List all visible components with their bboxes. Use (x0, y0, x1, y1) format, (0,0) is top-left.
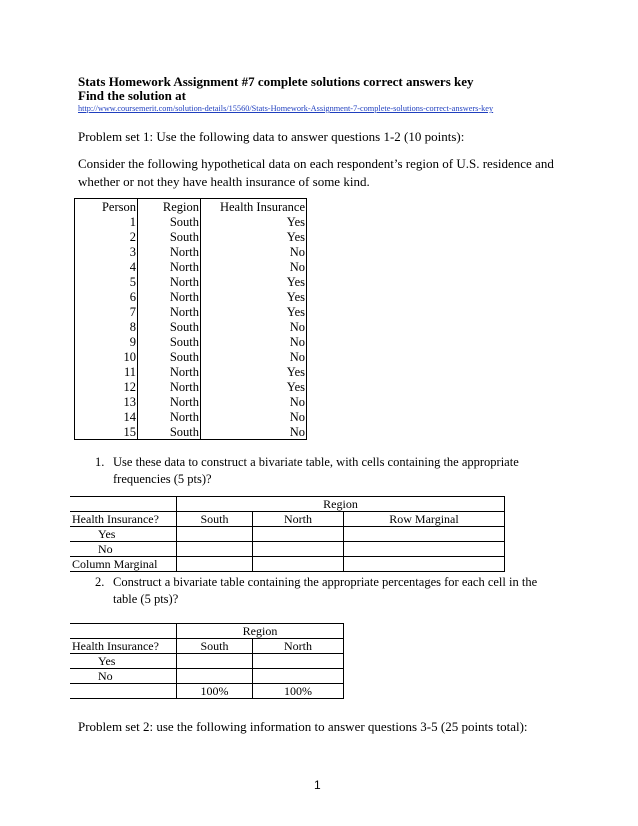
table-cell: Yes (201, 304, 307, 319)
percentage-table-corner (70, 624, 177, 639)
frequency-row-marginal-header: Row Marginal (344, 512, 505, 527)
table-cell: South (138, 334, 201, 349)
data-table-header-region: Region (138, 199, 201, 215)
table-cell: Yes (201, 289, 307, 304)
table-cell: North (138, 304, 201, 319)
percentage-cell[interactable] (177, 654, 253, 669)
percentage-cell[interactable] (177, 669, 253, 684)
question-1-line1: Use these data to construct a bivariate table, with cells containing the appropriate (113, 455, 519, 469)
table-cell: North (138, 394, 201, 409)
question-2-line1: Construct a bivariate table containing the appropriate percentages for each cell in the (113, 575, 538, 589)
table-row (75, 409, 307, 424)
percentage-region-header: Region (177, 624, 344, 639)
table-cell: Yes (201, 379, 307, 394)
document-subtitle: Find the solution at (78, 88, 186, 103)
table-cell: No (201, 349, 307, 364)
frequency-no-label: No (70, 542, 177, 557)
table-row (75, 274, 307, 289)
table-cell: North (138, 379, 201, 394)
percentage-north-total: 100% (253, 684, 344, 699)
frequency-cell[interactable] (344, 557, 505, 572)
table-row (75, 394, 307, 409)
percentage-cell[interactable] (253, 654, 344, 669)
consider-text-line2: whether or not they have health insurance of some kind. (78, 174, 370, 189)
table-cell: 12 (75, 379, 138, 394)
table-cell: South (138, 229, 201, 244)
table-cell: 8 (75, 319, 138, 334)
table-cell: Yes (201, 214, 307, 229)
table-cell: 4 (75, 259, 138, 274)
frequency-cell[interactable] (344, 542, 505, 557)
data-table-header-row (75, 199, 307, 215)
table-cell: 15 (75, 424, 138, 440)
table-cell: South (138, 319, 201, 334)
data-table-header-person: Person (75, 199, 138, 215)
table-row (75, 364, 307, 379)
document-title: Stats Homework Assignment #7 complete solutions correct answers key (78, 74, 474, 89)
question-1-number: 1. (95, 455, 105, 469)
table-row (75, 244, 307, 259)
table-cell: Yes (201, 229, 307, 244)
page-number: 1 (314, 778, 321, 792)
frequency-column-marginal-label: Column Marginal (70, 557, 177, 572)
frequency-south-header: South (177, 512, 253, 527)
table-row (75, 424, 307, 440)
table-cell: 10 (75, 349, 138, 364)
table-cell: 6 (75, 289, 138, 304)
table-cell: 14 (75, 409, 138, 424)
table-cell: No (201, 394, 307, 409)
table-cell: South (138, 424, 201, 440)
frequency-table (70, 496, 505, 572)
data-table (74, 198, 307, 440)
table-cell: North (138, 289, 201, 304)
question-1 (95, 454, 519, 488)
table-cell: South (138, 349, 201, 364)
table-row (75, 304, 307, 319)
question-1-line2: frequencies (5 pts)? (113, 472, 212, 486)
solution-link[interactable]: http://www.coursemerit.com/solution-details/15560/Stats-Homework-Assignment-7-complete-solutions-correct-answers-key (78, 104, 494, 113)
table-cell: 3 (75, 244, 138, 259)
table-row (75, 319, 307, 334)
frequency-cell[interactable] (344, 527, 505, 542)
table-cell: Yes (201, 274, 307, 289)
consider-text-line1: Consider the following hypothetical data on each respondent’s region of U.S. residence and (78, 156, 554, 171)
percentage-total-label (70, 684, 177, 699)
percentage-south-total: 100% (177, 684, 253, 699)
frequency-cell[interactable] (253, 527, 344, 542)
table-cell: North (138, 274, 201, 289)
table-cell: No (201, 334, 307, 349)
table-row (75, 349, 307, 364)
problem-set-2-intro: Problem set 2: use the following information to answer questions 3-5 (25 points total): (78, 719, 528, 734)
table-cell: 1 (75, 214, 138, 229)
frequency-yes-label: Yes (70, 527, 177, 542)
percentage-cell[interactable] (253, 669, 344, 684)
table-cell: No (201, 319, 307, 334)
table-cell: 11 (75, 364, 138, 379)
table-cell: No (201, 409, 307, 424)
problem-set-1-intro: Problem set 1: Use the following data to answer questions 1-2 (10 points): (78, 129, 465, 144)
table-cell: No (201, 259, 307, 274)
table-cell: 13 (75, 394, 138, 409)
question-2 (95, 574, 537, 608)
table-cell: North (138, 409, 201, 424)
frequency-region-header: Region (177, 497, 505, 512)
table-row (75, 289, 307, 304)
table-cell: North (138, 364, 201, 379)
table-row (75, 334, 307, 349)
percentage-no-label: No (70, 669, 177, 684)
table-row (75, 379, 307, 394)
percentage-south-header: South (177, 639, 253, 654)
table-row (75, 259, 307, 274)
table-cell: 9 (75, 334, 138, 349)
table-cell: Yes (201, 364, 307, 379)
data-table-header-health-insurance: Health Insurance (201, 199, 307, 215)
frequency-cell[interactable] (177, 527, 253, 542)
question-2-number: 2. (95, 575, 105, 589)
frequency-row-header: Health Insurance? (70, 512, 177, 527)
frequency-north-header: North (253, 512, 344, 527)
frequency-cell[interactable] (177, 542, 253, 557)
table-cell: North (138, 259, 201, 274)
table-cell: North (138, 244, 201, 259)
table-cell: 2 (75, 229, 138, 244)
frequency-cell[interactable] (253, 557, 344, 572)
table-cell: 7 (75, 304, 138, 319)
table-cell: 5 (75, 274, 138, 289)
table-cell: No (201, 244, 307, 259)
table-row (75, 229, 307, 244)
percentage-row-header: Health Insurance? (70, 639, 177, 654)
table-row (75, 214, 307, 229)
question-2-line2: table (5 pts)? (113, 592, 179, 606)
frequency-table-corner (70, 497, 177, 512)
percentage-north-header: North (253, 639, 344, 654)
percentage-table (70, 623, 344, 699)
table-cell: No (201, 424, 307, 440)
frequency-cell[interactable] (253, 542, 344, 557)
table-cell: South (138, 214, 201, 229)
frequency-cell[interactable] (177, 557, 253, 572)
percentage-yes-label: Yes (70, 654, 177, 669)
